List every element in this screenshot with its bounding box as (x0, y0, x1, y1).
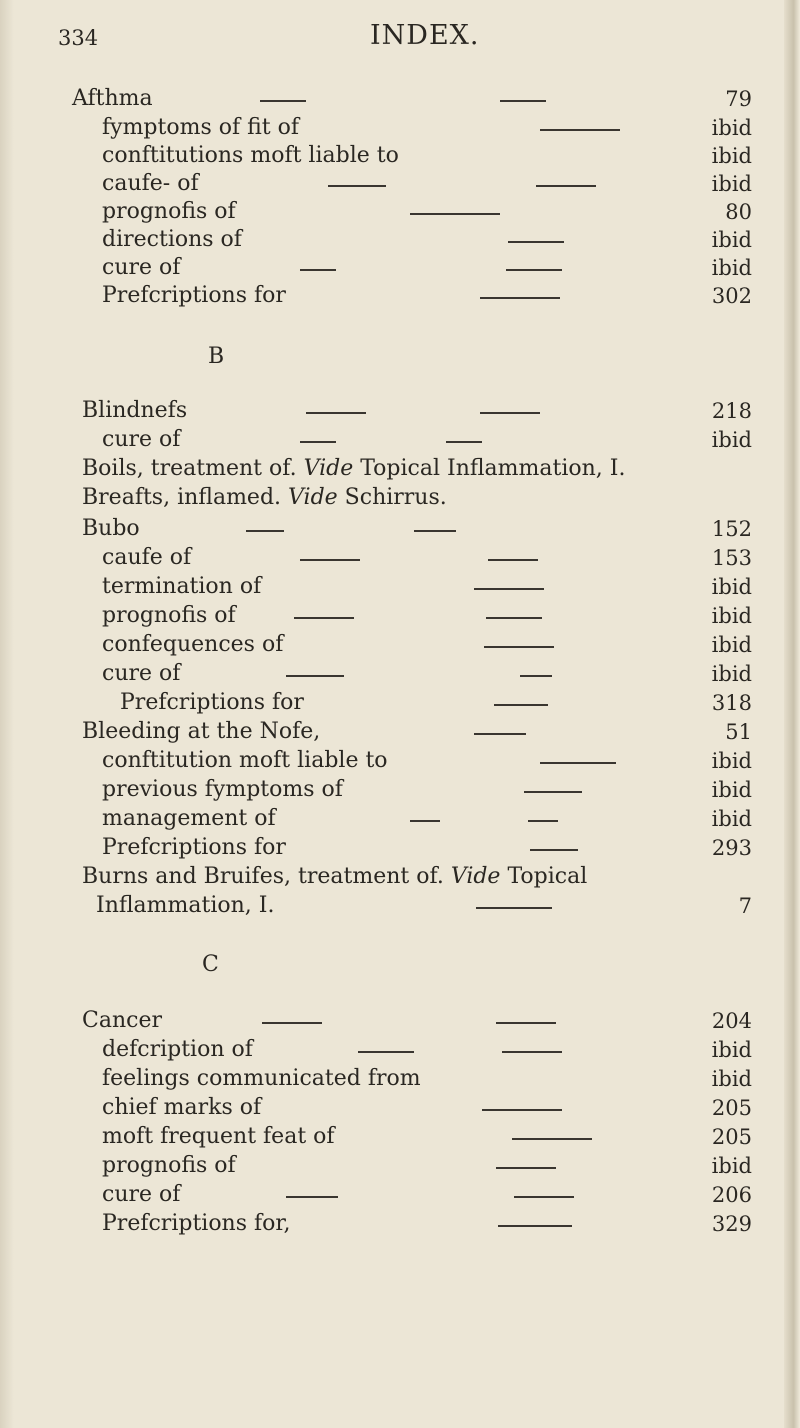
page-ref: 80 (725, 200, 752, 224)
page-ref: ibid (711, 116, 752, 140)
leader-dash (530, 849, 578, 851)
page-ref: 7 (738, 894, 752, 918)
entry-label: termination of (102, 574, 262, 599)
page-ref: 218 (711, 399, 752, 423)
page-ref: 79 (725, 87, 752, 111)
cross-reference: Schirrus. (344, 485, 447, 510)
page-ref: ibid (711, 144, 752, 168)
leader-dash (502, 1051, 562, 1053)
cross-reference: Topical Inflammation, I. (360, 456, 626, 481)
leader-dash (300, 269, 336, 271)
entry-label: Bubo (82, 516, 140, 541)
section-letter-b: B (208, 344, 225, 369)
page-ref: 205 (711, 1096, 752, 1120)
leader-dash (474, 733, 526, 735)
entry-label: Afthma (72, 86, 153, 111)
entry-label: Prefcriptions for (102, 283, 286, 308)
entry-label: directions of (102, 227, 242, 252)
leader-dash (520, 675, 552, 677)
page-ref: ibid (711, 256, 752, 280)
vide-word: Vide (303, 456, 354, 481)
leader-dash (286, 1196, 338, 1198)
leader-dash (494, 704, 548, 706)
leader-dash (484, 646, 554, 648)
leader-dash (508, 241, 564, 243)
entry-label: Prefcriptions for (102, 835, 286, 860)
page-ref: 302 (711, 284, 752, 308)
entry-label: Prefcriptions for (120, 690, 304, 715)
leader-dash (540, 762, 616, 764)
leader-dash (496, 1167, 556, 1169)
page-ref: 206 (711, 1183, 752, 1207)
entry-label: Cancer (82, 1008, 162, 1033)
leader-dash (480, 412, 540, 414)
entry-label: defcription of (102, 1037, 253, 1062)
leader-dash (358, 1051, 414, 1053)
leader-dash (262, 1022, 322, 1024)
leader-dash (540, 129, 620, 131)
entry-label (82, 862, 587, 892)
leader-dash (500, 100, 546, 102)
breasts-text: Breafts, inflamed. (82, 485, 282, 510)
leader-dash (474, 588, 544, 590)
leader-dash (480, 297, 560, 299)
leader-dash (488, 559, 538, 561)
page-ref: ibid (711, 633, 752, 657)
entry-label: prognofis of (102, 603, 236, 628)
entry-label: prognofis of (102, 199, 236, 224)
page-ref: ibid (711, 662, 752, 686)
leader-dash (300, 559, 360, 561)
entry-label: Blindnefs (82, 398, 188, 423)
entry-asthma-prescriptions (0, 281, 780, 317)
entry-label: prognofis of (102, 1153, 236, 1178)
page-ref: ibid (711, 1038, 752, 1062)
vide-word: Vide (288, 485, 338, 510)
leader-dash (514, 1196, 574, 1198)
leader-dash (246, 530, 284, 532)
vide-word: Vide (450, 864, 501, 889)
page-ref: 318 (711, 691, 752, 715)
page-ref: ibid (711, 428, 752, 452)
page-ref: ibid (711, 228, 752, 252)
entry-label (82, 454, 625, 484)
leader-dash (482, 1109, 562, 1111)
entry-label: cure of (102, 661, 181, 686)
page-ref: ibid (711, 604, 752, 628)
entry-label: caufe- of (102, 171, 199, 196)
leader-dash (446, 441, 482, 443)
cross-reference: Topical (507, 864, 588, 889)
entry-label: fymptoms of fit of (102, 115, 300, 140)
entry-label: cure of (102, 255, 181, 280)
leader-dash (286, 675, 344, 677)
entry-label: previous fymptoms of (102, 777, 343, 802)
leader-dash (536, 185, 596, 187)
page-ref: 204 (711, 1009, 752, 1033)
boils-text: Boils, treatment of. (82, 456, 297, 481)
page-ref: ibid (711, 807, 752, 831)
page-ref: 152 (711, 517, 752, 541)
leader-dash (328, 185, 386, 187)
entry-label: cure of (102, 1182, 181, 1207)
leader-dash (496, 1022, 556, 1024)
entry-label: feelings communicated from (102, 1066, 421, 1091)
leader-dash (524, 791, 582, 793)
leader-dash (414, 530, 456, 532)
entry-label: Prefcriptions for, (102, 1211, 291, 1236)
page-ref: ibid (711, 778, 752, 802)
page-ref: 329 (711, 1212, 752, 1236)
entry-label: caufe of (102, 545, 192, 570)
section-letter-c: C (202, 952, 219, 977)
page-ref: 153 (711, 546, 752, 570)
page-ref: ibid (711, 575, 752, 599)
entry-label: management of (102, 806, 276, 831)
page-ref: ibid (711, 1067, 752, 1091)
leader-dash (506, 269, 562, 271)
leader-dash (486, 617, 542, 619)
entry-label: moft frequent feat of (102, 1124, 335, 1149)
leader-dash (300, 441, 336, 443)
page-ref: 205 (711, 1125, 752, 1149)
page-gutter-right (784, 0, 800, 1428)
leader-dash (306, 412, 366, 414)
leader-dash (260, 100, 306, 102)
page-number: 334 (58, 26, 99, 50)
entry-label: Bleeding at the Nofe, (82, 719, 321, 744)
page-header (58, 12, 558, 52)
leader-dash (512, 1138, 592, 1140)
entry-label: conftitutions moft liable to (102, 143, 399, 168)
burns-text: Burns and Bruifes, treatment of. (82, 864, 444, 889)
page-ref: ibid (711, 172, 752, 196)
leader-dash (528, 820, 558, 822)
page-ref: 51 (725, 720, 752, 744)
page-ref: ibid (711, 1154, 752, 1178)
entry-label: chief marks of (102, 1095, 262, 1120)
entry-label (82, 483, 447, 513)
entry-label: cure of (102, 427, 181, 452)
entry-cancer-prescriptions (0, 1209, 780, 1245)
page-ref: ibid (711, 749, 752, 773)
entry-label: Inflammation, I. (96, 893, 275, 918)
leader-dash (498, 1225, 572, 1227)
entry-label: conftitution moft liable to (102, 748, 388, 773)
entry-label: confequences of (102, 632, 284, 657)
leader-dash (294, 617, 354, 619)
leader-dash (476, 907, 552, 909)
leader-dash (410, 820, 440, 822)
leader-dash (410, 213, 500, 215)
running-head: INDEX. (370, 20, 480, 51)
entry-burns-cont (0, 891, 780, 927)
page-ref: 293 (711, 836, 752, 860)
